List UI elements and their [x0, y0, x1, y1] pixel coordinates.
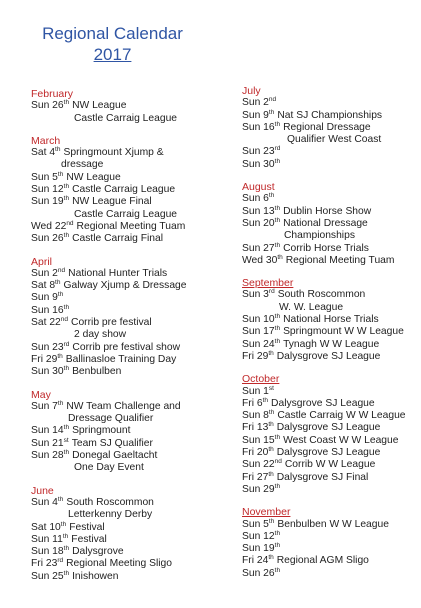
- event-row: [242, 568, 417, 580]
- date-suffix: th: [63, 99, 70, 107]
- event-row: [242, 326, 417, 338]
- date-suffix: th: [63, 183, 70, 191]
- event-title: Regional Dressage: [283, 121, 371, 133]
- date-suffix: th: [274, 313, 281, 321]
- event-continuation: One Day Event: [74, 462, 144, 474]
- month-section: [242, 506, 417, 580]
- date-suffix: th: [268, 108, 275, 116]
- event-row: [31, 317, 231, 329]
- event-row: [242, 519, 417, 531]
- date-suffix: th: [268, 409, 275, 417]
- month-heading: March: [31, 134, 61, 147]
- event-title: National Hunter Trials: [68, 267, 168, 279]
- event-row: [242, 351, 417, 363]
- date-suffix: th: [55, 279, 61, 287]
- date-suffix: th: [277, 253, 283, 261]
- event-title: Castle Carraig Final: [72, 233, 164, 245]
- event-row: [31, 292, 231, 304]
- event-date: Wed 22nd: [31, 219, 74, 232]
- date-suffix: nd: [274, 458, 282, 466]
- event-date: Sun 6th: [242, 192, 275, 205]
- event-title: Corrib pre festival: [71, 317, 152, 329]
- event-date: Sun 18th: [31, 545, 70, 558]
- event-title: Castle Carraig League: [72, 184, 176, 196]
- date-suffix: th: [268, 517, 275, 525]
- event-date: Sun 12th: [31, 183, 70, 196]
- date-suffix: st: [268, 384, 274, 392]
- event-title: Springmount W W League: [283, 326, 404, 338]
- date-suffix: st: [63, 436, 69, 444]
- event-date: Sun 19th: [242, 542, 281, 555]
- event-title: Festival: [69, 521, 105, 533]
- event-date: Sun 9th: [242, 108, 275, 121]
- month-heading: April: [31, 255, 53, 268]
- event-row: [242, 206, 417, 218]
- event-row: [31, 522, 231, 534]
- event-date: Sun 24th: [242, 337, 281, 350]
- date-suffix: th: [57, 291, 64, 299]
- date-suffix: th: [268, 192, 275, 200]
- event-title: NW League Final: [72, 196, 152, 208]
- event-row: [31, 233, 231, 245]
- event-title: Regional Meeting Sligo: [66, 558, 173, 570]
- date-suffix: th: [63, 303, 70, 311]
- event-date: Sun 11th: [31, 532, 69, 545]
- date-suffix: th: [268, 470, 274, 478]
- event-continuation: Castle Carraig League: [74, 208, 178, 220]
- date-suffix: th: [262, 396, 269, 404]
- event-row: [242, 314, 417, 326]
- event-date: Sat 4th: [31, 146, 61, 159]
- month-section: [242, 277, 417, 363]
- event-row: [242, 146, 417, 158]
- event-title: Dalysgrove SJ League: [276, 447, 381, 459]
- event-date: Sun 5th: [242, 517, 275, 530]
- event-date: Sun 16th: [242, 120, 281, 133]
- event-date: Sun 8th: [242, 409, 275, 422]
- calendar-title: [0, 24, 225, 66]
- event-date: Sun 26th: [242, 566, 281, 579]
- event-title: Corrib pre festival show: [72, 341, 181, 353]
- event-row: [242, 218, 417, 230]
- date-suffix: th: [274, 529, 281, 537]
- month-section: [31, 88, 231, 125]
- event-row: [31, 354, 231, 366]
- event-date: Sun 25th: [31, 569, 70, 582]
- event-row: [242, 472, 417, 484]
- event-date: Sun 23rd: [242, 145, 281, 158]
- date-suffix: rd: [57, 557, 64, 565]
- event-continuation: Letterkenny Derby: [68, 509, 153, 521]
- date-suffix: th: [63, 195, 70, 203]
- event-date: Sun 5th: [31, 170, 64, 183]
- event-title: NW League: [66, 171, 121, 183]
- event-date: Fri 20th: [242, 446, 274, 459]
- event-date: Fri 27th: [242, 470, 274, 483]
- event-title: Springmount Xjump &: [63, 147, 164, 159]
- right-column: [242, 85, 417, 580]
- month-heading: July: [242, 85, 261, 97]
- event-row: [31, 221, 231, 233]
- event-continuation: Championships: [284, 230, 355, 242]
- event-date: Sun 26th: [31, 232, 70, 245]
- event-date: Fri 29th: [31, 352, 63, 365]
- month-section: [242, 181, 417, 267]
- event-date: Sun 16th: [31, 303, 70, 316]
- date-suffix: th: [274, 566, 281, 574]
- month-heading: February: [31, 88, 74, 100]
- date-suffix: th: [63, 449, 70, 457]
- event-row: [242, 422, 417, 434]
- event-title: Galway Xjump & Dressage: [63, 280, 187, 292]
- event-row: [31, 425, 231, 437]
- event-date: Fri 29th: [242, 349, 274, 362]
- month-section: [31, 135, 231, 246]
- event-row: [31, 558, 231, 570]
- event-title: Regional AGM Sligo: [276, 555, 369, 567]
- event-title: Benbulben W W League: [277, 518, 389, 530]
- event-date: Sun 28th: [31, 449, 70, 462]
- event-date: Sun 13th: [242, 204, 281, 217]
- date-suffix: th: [57, 352, 63, 360]
- event-title: South Roscommon: [66, 496, 154, 508]
- event-row: [242, 122, 417, 134]
- event-date: Sun 15th: [242, 433, 281, 446]
- event-title: Regional Meeting Tuam: [285, 254, 395, 266]
- event-title: Festival: [71, 533, 107, 545]
- date-suffix: th: [274, 482, 281, 490]
- month-heading: November: [242, 506, 291, 519]
- event-title: Dublin Horse Show: [283, 205, 372, 217]
- event-title: Dalysgrove SJ Final: [276, 471, 369, 483]
- month-section: [242, 373, 417, 496]
- date-suffix: th: [57, 170, 64, 178]
- date-suffix: rd: [274, 145, 281, 153]
- event-row: [242, 289, 417, 301]
- date-suffix: th: [63, 545, 70, 553]
- event-row: [31, 172, 231, 184]
- date-suffix: th: [274, 337, 281, 345]
- event-row: [242, 193, 417, 205]
- event-date: Sun 4th: [31, 495, 64, 508]
- event-date: Sun 12th: [242, 529, 281, 542]
- left-column: [31, 88, 231, 583]
- event-continuation: Qualifier West Coast: [287, 134, 382, 146]
- date-suffix: th: [274, 157, 281, 165]
- event-row: [242, 110, 417, 122]
- date-suffix: th: [63, 569, 70, 577]
- date-suffix: rd: [268, 288, 275, 296]
- month-heading: October: [242, 373, 280, 386]
- event-row: [31, 534, 231, 546]
- date-suffix: th: [57, 399, 64, 407]
- month-heading: September: [242, 277, 294, 290]
- event-date: Sun 19th: [31, 195, 70, 208]
- date-suffix: th: [274, 120, 281, 128]
- event-date: Sun 3rd: [242, 288, 275, 301]
- event-date: Sun 27th: [242, 241, 281, 254]
- event-date: Fri 24th: [242, 554, 274, 567]
- event-row: [31, 497, 231, 509]
- event-date: Sun 7th: [31, 399, 64, 412]
- event-continuation: 2 day show: [74, 329, 127, 341]
- event-row: [242, 159, 417, 171]
- date-suffix: th: [274, 204, 281, 212]
- event-title: Benbulben: [72, 366, 122, 378]
- date-suffix: nd: [268, 96, 277, 104]
- event-title: Nat SJ Championships: [277, 109, 383, 121]
- month-heading: May: [31, 388, 51, 401]
- event-title: Springmount: [72, 425, 131, 437]
- event-row: [31, 438, 231, 450]
- event-date: Sun 17th: [242, 325, 281, 338]
- event-title: National Dressage: [283, 217, 368, 229]
- event-title: Dalysgrove SJ League: [276, 422, 381, 434]
- date-suffix: th: [268, 446, 274, 454]
- event-row: [31, 401, 231, 413]
- event-continuation: W. W. League: [279, 301, 344, 313]
- event-title: Castle Carraig W W League: [277, 410, 406, 422]
- date-suffix: th: [268, 554, 274, 562]
- event-date: Sun 10th: [242, 313, 281, 326]
- event-date: Sun 21st: [31, 436, 69, 449]
- title-line-2: 2017: [93, 45, 132, 64]
- month-section: [31, 256, 231, 379]
- event-date: Sun 14th: [31, 424, 70, 437]
- event-date: Sun 22nd: [242, 458, 282, 471]
- event-date: Fri 13th: [242, 421, 274, 434]
- event-title: Dalysgrove: [72, 546, 124, 558]
- event-title: Donegal Gaeltacht: [72, 450, 158, 462]
- event-row: [242, 243, 417, 255]
- event-row: [242, 555, 417, 567]
- event-title: Team SJ Qualifier: [71, 437, 153, 449]
- event-date: Wed 30th: [242, 253, 283, 266]
- event-row: [31, 450, 231, 462]
- date-suffix: nd: [57, 266, 66, 274]
- event-date: Sat 10th: [31, 520, 67, 533]
- date-suffix: th: [62, 532, 69, 540]
- event-title: NW League: [72, 100, 127, 112]
- event-date: Sun 2nd: [31, 266, 66, 279]
- event-date: Sat 8th: [31, 279, 61, 292]
- event-title: South Roscommon: [277, 289, 366, 301]
- month-section: [242, 85, 417, 171]
- date-suffix: th: [274, 433, 281, 441]
- event-title: Corrib W W League: [284, 459, 376, 471]
- event-date: Sun 20th: [242, 216, 281, 229]
- event-date: Sun 26th: [31, 99, 70, 112]
- title-line-1: Regional Calendar: [42, 24, 183, 43]
- event-title: Ballinasloe Training Day: [65, 353, 177, 365]
- date-suffix: th: [268, 421, 274, 429]
- event-date: Sun 2nd: [242, 96, 277, 109]
- event-date: Sun 30th: [242, 157, 281, 170]
- event-continuation: dressage: [61, 159, 104, 171]
- event-continuation: Dressage Qualifier: [68, 413, 154, 425]
- event-date: Sun 30th: [31, 365, 70, 378]
- date-suffix: th: [268, 349, 274, 357]
- date-suffix: th: [63, 365, 70, 373]
- event-row: [242, 484, 417, 496]
- event-title: West Coast W W League: [283, 434, 399, 446]
- event-row: [242, 255, 417, 267]
- event-continuation: Castle Carraig League: [74, 112, 178, 124]
- event-title: Corrib Horse Trials: [283, 242, 369, 254]
- event-row: [242, 531, 417, 543]
- event-date: Sun 1st: [242, 384, 274, 397]
- event-date: Sun 9th: [31, 291, 64, 304]
- event-row: [242, 386, 417, 398]
- date-suffix: nd: [60, 316, 69, 324]
- month-section: [31, 485, 231, 583]
- event-row: [31, 147, 231, 159]
- month-heading: June: [31, 484, 54, 497]
- event-row: [31, 571, 231, 583]
- date-suffix: th: [60, 520, 67, 528]
- event-row: [31, 184, 231, 196]
- event-row: [31, 196, 231, 208]
- date-suffix: th: [63, 424, 70, 432]
- event-date: Fri 23rd: [31, 557, 64, 570]
- event-date: Sun 23rd: [31, 340, 70, 353]
- event-date: Fri 6th: [242, 396, 269, 409]
- event-title: Dalysgrove SJ League: [276, 350, 381, 362]
- event-title: Inishowen: [72, 570, 119, 582]
- date-suffix: th: [274, 542, 281, 550]
- date-suffix: th: [274, 325, 281, 333]
- date-suffix: th: [274, 241, 281, 249]
- event-row: [31, 366, 231, 378]
- event-title: National Horse Trials: [283, 314, 379, 326]
- event-title: Dalysgrove SJ League: [271, 397, 375, 409]
- date-suffix: nd: [66, 219, 74, 227]
- month-heading: August: [242, 181, 275, 194]
- date-suffix: th: [55, 146, 61, 154]
- event-date: Sun 29th: [242, 482, 281, 495]
- date-suffix: rd: [63, 340, 70, 348]
- event-title: Tynagh W W League: [283, 338, 380, 350]
- date-suffix: th: [63, 232, 70, 240]
- date-suffix: th: [274, 216, 281, 224]
- month-section: [31, 389, 231, 475]
- event-row: [242, 447, 417, 459]
- event-date: Sat 22nd: [31, 316, 69, 329]
- event-row: [31, 100, 231, 112]
- event-title: NW Team Challenge and: [66, 400, 181, 412]
- date-suffix: th: [57, 495, 64, 503]
- event-title: Regional Meeting Tuam: [76, 220, 186, 232]
- event-row: [31, 268, 231, 280]
